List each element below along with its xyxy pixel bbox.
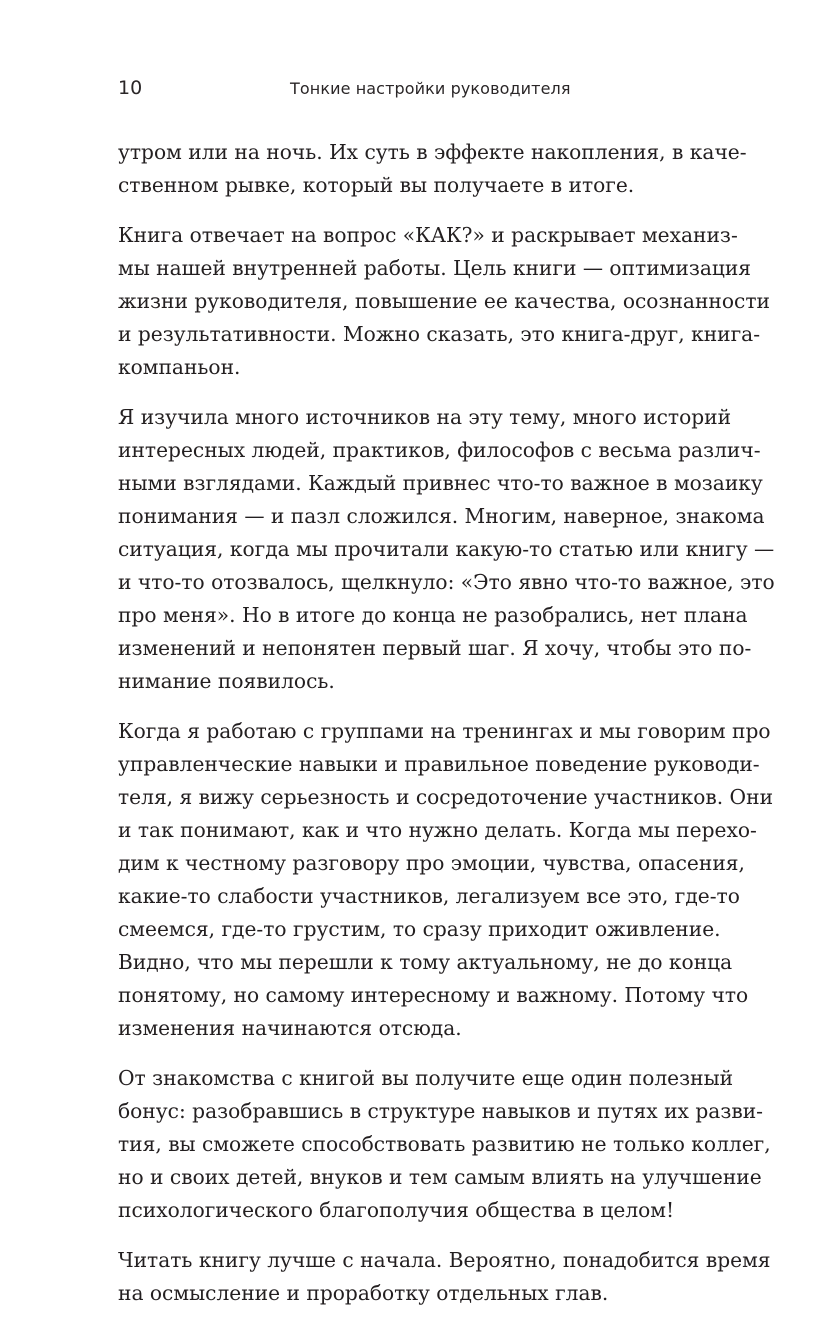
text-line: Когда я работаю с группами на тренингах и мы говорим про xyxy=(118,719,771,743)
text-line: понимания — и пазл сложился. Многим, наверное, знакома xyxy=(118,504,765,528)
text-line: нимание появилось. xyxy=(118,669,335,693)
text-line: и результативности. Можно сказать, это книга-друг, книга- xyxy=(118,322,761,346)
text-line: смеемся, где-то грустим, то сразу приходит оживление. xyxy=(118,917,721,941)
paragraph-4 xyxy=(118,715,774,1045)
body-text xyxy=(118,136,775,1327)
text-line: и так понимают, как и что нужно делать. Когда мы перехо- xyxy=(118,818,757,842)
text-line: Я изучила много источников на эту тему, много историй xyxy=(118,405,732,429)
text-line: ственном рывке, который вы получаете в итоге. xyxy=(118,173,635,197)
paragraph-2 xyxy=(118,219,770,384)
text-line: жизни руководителя, повышение ее качества, осознанности xyxy=(118,289,770,313)
text-line: ситуация, когда мы прочитали какую-то статью или книгу — xyxy=(118,537,775,561)
text-line: управленческие навыки и правильное поведение руководи- xyxy=(118,752,760,776)
text-line: про меня». Но в итоге до конца не разобрались, нет плана xyxy=(118,603,748,627)
text-line: ными взглядами. Каждый привнес что-то важное в мозаику xyxy=(118,471,763,495)
text-line: дим к честному разговору про эмоции, чувства, опасения, xyxy=(118,851,745,875)
text-line: Видно, что мы перешли к тому актуальному, не до конца xyxy=(118,950,733,974)
text-line: тия, вы сможете способствовать развитию не только коллег, xyxy=(118,1132,771,1156)
text-line: мы нашей внутренней работы. Цель книги — оптимизация xyxy=(118,256,752,280)
text-line: но и своих детей, внуков и тем самым влиять на улучшение xyxy=(118,1165,762,1189)
text-line: интересных людей, практиков, философов с весьма различ- xyxy=(118,438,761,462)
text-line: на осмысление и проработку отдельных глав. xyxy=(118,1281,609,1305)
page-number: 10 xyxy=(118,77,143,99)
paragraph-6 xyxy=(118,1244,771,1310)
paragraph-5 xyxy=(118,1062,771,1227)
running-header xyxy=(118,77,712,101)
text-line: утром или на ночь. Их суть в эффекте накопления, в каче- xyxy=(118,140,747,164)
running-title: Тонкие настройки руководителя xyxy=(290,79,571,98)
text-line: От знакомства с книгой вы получите еще один полезный xyxy=(118,1066,734,1090)
text-line: компаньон. xyxy=(118,355,241,379)
text-line: какие-то слабости участников, легализуем все это, где-то xyxy=(118,884,740,908)
text-line: изменений и непонятен первый шаг. Я хочу, чтобы это по- xyxy=(118,636,752,660)
paragraph-3 xyxy=(118,401,775,698)
text-line: Читать книгу лучше с начала. Вероятно, понадобится время xyxy=(118,1248,771,1272)
text-line: теля, я вижу серьезность и сосредоточение участников. Они xyxy=(118,785,774,809)
text-line: психологического благополучия общества в целом! xyxy=(118,1198,675,1222)
text-line: бонус: разобравшись в структуре навыков и путях их разви- xyxy=(118,1099,763,1123)
text-line: и что-то отозвалось, щелкнуло: «Это явно что-то важное, это xyxy=(118,570,775,594)
text-line: понятому, но самому интересному и важному. Потому что xyxy=(118,983,749,1007)
text-line: изменения начинаются отсюда. xyxy=(118,1016,462,1040)
text-line: Книга отвечает на вопрос «КАК?» и раскрывает механиз- xyxy=(118,223,738,247)
paragraph-1 xyxy=(118,136,747,202)
